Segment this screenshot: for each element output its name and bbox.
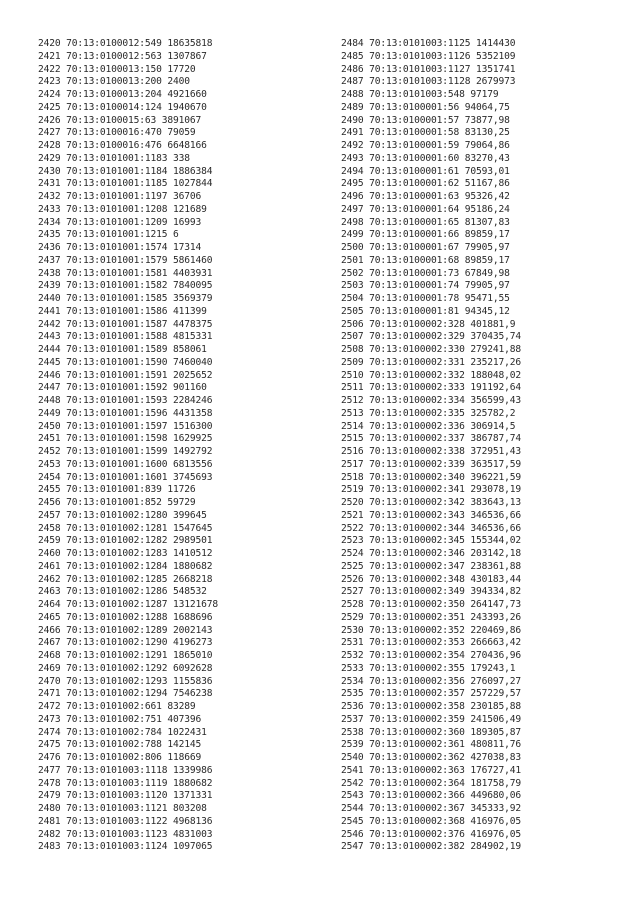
record-line: 2458 70:13:0101002:1281 1547645 (38, 522, 213, 534)
record-line: 2437 70:13:0101001:1579 5861460 (38, 254, 213, 266)
record-line: 2448 70:13:0101001:1593 2284246 (38, 395, 213, 406)
record-line: 2520 70:13:0100002:342 383643,13 (341, 497, 522, 508)
record-line: 2528 70:13:0100002:350 264147,73 (341, 599, 522, 610)
record-line: 2439 70:13:0101001:1582 7840095 (38, 280, 213, 292)
record-line: 2529 70:13:0100002:351 243393,26 (341, 611, 522, 623)
record-line: 2487 70:13:0101003:1128 2679973 (341, 76, 516, 88)
record-line: 2482 70:13:0101003:1123 4831003 (38, 828, 213, 840)
record-line: 2468 70:13:0101002:1291 1865010 (38, 650, 213, 661)
record-line: 2488 70:13:0101003:548 97179 (341, 89, 499, 100)
record-line: 2454 70:13:0101001:1601 3745693 (38, 471, 213, 483)
record-line: 2493 70:13:0100001:60 83270,43 (341, 152, 510, 164)
record-line: 2442 70:13:0101001:1587 4478375 (38, 318, 213, 330)
record-line: 2492 70:13:0100001:59 79064,86 (341, 140, 510, 151)
record-line: 2539 70:13:0100002:361 480811,76 (341, 739, 522, 751)
record-line: 2438 70:13:0101001:1581 4403931 (38, 267, 213, 279)
record-line: 2479 70:13:0101003:1120 1371331 (38, 790, 213, 802)
record-line: 2494 70:13:0100001:61 70593,01 (341, 165, 510, 177)
record-line: 2424 70:13:0100013:204 4921660 (38, 89, 207, 100)
record-line: 2447 70:13:0101001:1592 901160 (38, 382, 207, 394)
record-line: 2489 70:13:0100001:56 94064,75 (341, 101, 510, 113)
record-line: 2545 70:13:0100002:368 416976,05 (341, 815, 522, 827)
record-line: 2456 70:13:0101001:852 59729 (38, 497, 196, 508)
record-line: 2519 70:13:0100002:341 293078,19 (341, 484, 522, 496)
record-line: 2541 70:13:0100002:363 176727,41 (341, 764, 522, 776)
record-line: 2505 70:13:0100001:81 94345,12 (341, 305, 510, 317)
record-line: 2436 70:13:0101001:1574 17314 (38, 242, 202, 253)
record-line: 2441 70:13:0101001:1586 411399 (38, 305, 207, 317)
record-line: 2518 70:13:0100002:340 396221,59 (341, 471, 522, 483)
record-line: 2461 70:13:0101002:1284 1880682 (38, 560, 213, 572)
record-line: 2495 70:13:0100001:62 51167,86 (341, 178, 510, 190)
record-line: 2476 70:13:0101002:806 118669 (38, 752, 202, 763)
record-line: 2511 70:13:0100002:333 191192,64 (341, 382, 522, 394)
record-line: 2534 70:13:0100002:356 276097,27 (341, 675, 522, 687)
right-column (341, 38, 521, 854)
record-line: 2467 70:13:0101002:1290 4196273 (38, 637, 213, 649)
record-line: 2521 70:13:0100002:343 346536,66 (341, 509, 522, 521)
record-line: 2497 70:13:0100001:64 95186,24 (341, 203, 510, 215)
record-line: 2452 70:13:0101001:1599 1492792 (38, 446, 213, 457)
record-line: 2430 70:13:0101001:1184 1886384 (38, 165, 213, 177)
record-line: 2466 70:13:0101002:1289 2002143 (38, 624, 213, 636)
record-line: 2547 70:13:0100002:382 284902,19 (341, 841, 522, 853)
record-line: 2538 70:13:0100002:360 189305,87 (341, 726, 522, 738)
record-line: 2509 70:13:0100002:331 235217,26 (341, 356, 522, 368)
record-line: 2451 70:13:0101001:1598 1629925 (38, 433, 213, 445)
record-line: 2531 70:13:0100002:353 266663,42 (341, 637, 522, 649)
record-line: 2433 70:13:0101001:1208 121689 (38, 203, 207, 215)
record-line: 2469 70:13:0101002:1292 6092628 (38, 662, 213, 674)
record-line: 2475 70:13:0101002:788 142145 (38, 739, 202, 751)
record-line: 2463 70:13:0101002:1286 548532 (38, 586, 207, 598)
record-line: 2471 70:13:0101002:1294 7546238 (38, 688, 213, 700)
record-line: 2446 70:13:0101001:1591 2025652 (38, 369, 213, 381)
record-line: 2428 70:13:0100016:476 6648166 (38, 140, 207, 151)
record-line: 2449 70:13:0101001:1596 4431358 (38, 407, 213, 419)
record-line: 2507 70:13:0100002:329 370435,74 (341, 331, 522, 343)
record-line: 2425 70:13:0100014:124 1940670 (38, 101, 207, 113)
record-line: 2484 70:13:0101003:1125 1414430 (341, 38, 516, 49)
record-line: 2533 70:13:0100002:355 179243,1 (341, 662, 516, 674)
record-line: 2525 70:13:0100002:347 238361,88 (341, 560, 522, 572)
record-line: 2460 70:13:0101002:1283 1410512 (38, 548, 213, 559)
record-line: 2445 70:13:0101001:1590 7460040 (38, 356, 213, 368)
record-line: 2453 70:13:0101001:1600 6813556 (38, 458, 213, 470)
record-line: 2544 70:13:0100002:367 345333,92 (341, 803, 522, 814)
record-line: 2477 70:13:0101003:1118 1339986 (38, 764, 213, 776)
record-line: 2443 70:13:0101001:1588 4815331 (38, 331, 213, 343)
record-line: 2429 70:13:0101001:1183 338 (38, 152, 190, 164)
record-line: 2496 70:13:0100001:63 95326,42 (341, 191, 510, 202)
record-line: 2513 70:13:0100002:335 325782,2 (341, 407, 516, 419)
record-line: 2422 70:13:0100013:150 17720 (38, 63, 196, 75)
record-line: 2470 70:13:0101002:1293 1155836 (38, 675, 213, 687)
record-line: 2514 70:13:0100002:336 306914,5 (341, 420, 516, 432)
record-line: 2480 70:13:0101003:1121 803208 (38, 803, 207, 814)
record-line: 2481 70:13:0101003:1122 4968136 (38, 815, 213, 827)
record-line: 2434 70:13:0101001:1209 16993 (38, 216, 202, 228)
record-line: 2499 70:13:0100001:66 89859,17 (341, 229, 510, 241)
record-line: 2483 70:13:0101003:1124 1097065 (38, 841, 213, 853)
record-line: 2502 70:13:0100001:73 67849,98 (341, 267, 510, 279)
record-line: 2504 70:13:0100001:78 95471,55 (341, 293, 510, 304)
record-line: 2512 70:13:0100002:334 356599,43 (341, 395, 522, 406)
record-line: 2498 70:13:0100001:65 81307,83 (341, 216, 510, 228)
record-line: 2516 70:13:0100002:338 372951,43 (341, 446, 522, 457)
record-line: 2465 70:13:0101002:1288 1688696 (38, 611, 213, 623)
record-line: 2440 70:13:0101001:1585 3569379 (38, 293, 213, 304)
record-line: 2462 70:13:0101002:1285 2668218 (38, 573, 213, 585)
record-line: 2543 70:13:0100002:366 449680,06 (341, 790, 522, 802)
record-line: 2530 70:13:0100002:352 220469,86 (341, 624, 522, 636)
record-line: 2536 70:13:0100002:358 230185,88 (341, 701, 522, 712)
record-line: 2444 70:13:0101001:1589 858061 (38, 344, 207, 355)
record-line: 2435 70:13:0101001:1215 6 (38, 229, 179, 241)
record-line: 2420 70:13:0100012:549 18635818 (38, 38, 213, 49)
record-line: 2526 70:13:0100002:348 430183,44 (341, 573, 522, 585)
record-line: 2546 70:13:0100002:376 416976,05 (341, 828, 522, 840)
record-line: 2532 70:13:0100002:354 270436,96 (341, 650, 522, 661)
record-line: 2508 70:13:0100002:330 279241,88 (341, 344, 522, 355)
record-line: 2527 70:13:0100002:349 394334,82 (341, 586, 522, 598)
record-line: 2503 70:13:0100001:74 79905,97 (341, 280, 510, 292)
record-line: 2427 70:13:0100016:470 79059 (38, 127, 196, 139)
record-line: 2542 70:13:0100002:364 181758,79 (341, 777, 522, 789)
record-line: 2491 70:13:0100001:58 83130,25 (341, 127, 510, 139)
record-line: 2457 70:13:0101002:1280 399645 (38, 509, 207, 521)
record-line: 2515 70:13:0100002:337 386787,74 (341, 433, 522, 445)
record-line: 2490 70:13:0100001:57 73877,98 (341, 114, 510, 126)
record-line: 2455 70:13:0101001:839 11726 (38, 484, 196, 496)
record-line: 2450 70:13:0101001:1597 1516300 (38, 420, 213, 432)
record-line: 2535 70:13:0100002:357 257229,57 (341, 688, 522, 700)
record-line: 2464 70:13:0101002:1287 13121678 (38, 599, 219, 610)
record-line: 2500 70:13:0100001:67 79905,97 (341, 242, 510, 253)
record-line: 2485 70:13:0101003:1126 5352109 (341, 50, 516, 62)
record-line: 2506 70:13:0100002:328 401881,9 (341, 318, 516, 330)
record-line: 2426 70:13:0100015:63 3891067 (38, 114, 202, 126)
record-line: 2517 70:13:0100002:339 363517,59 (341, 458, 522, 470)
record-line: 2473 70:13:0101002:751 407396 (38, 713, 202, 725)
record-line: 2474 70:13:0101002:784 1022431 (38, 726, 207, 738)
record-line: 2459 70:13:0101002:1282 2989501 (38, 535, 213, 547)
record-line: 2540 70:13:0100002:362 427038,83 (341, 752, 522, 763)
left-column (38, 38, 218, 854)
record-line: 2523 70:13:0100002:345 155344,02 (341, 535, 522, 547)
record-line: 2510 70:13:0100002:332 188048,02 (341, 369, 522, 381)
record-line: 2537 70:13:0100002:359 241506,49 (341, 713, 522, 725)
record-line: 2522 70:13:0100002:344 346536,66 (341, 522, 522, 534)
record-line: 2431 70:13:0101001:1185 1027844 (38, 178, 213, 190)
record-line: 2524 70:13:0100002:346 203142,18 (341, 548, 522, 559)
record-line: 2472 70:13:0101002:661 83289 (38, 701, 196, 712)
record-line: 2423 70:13:0100013:200 2400 (38, 76, 190, 88)
record-line: 2486 70:13:0101003:1127 1351741 (341, 63, 516, 75)
record-line: 2478 70:13:0101003:1119 1880682 (38, 777, 213, 789)
record-line: 2432 70:13:0101001:1197 36706 (38, 191, 202, 202)
record-line: 2501 70:13:0100001:68 89859,17 (341, 254, 510, 266)
record-line: 2421 70:13:0100012:563 1307867 (38, 50, 207, 62)
